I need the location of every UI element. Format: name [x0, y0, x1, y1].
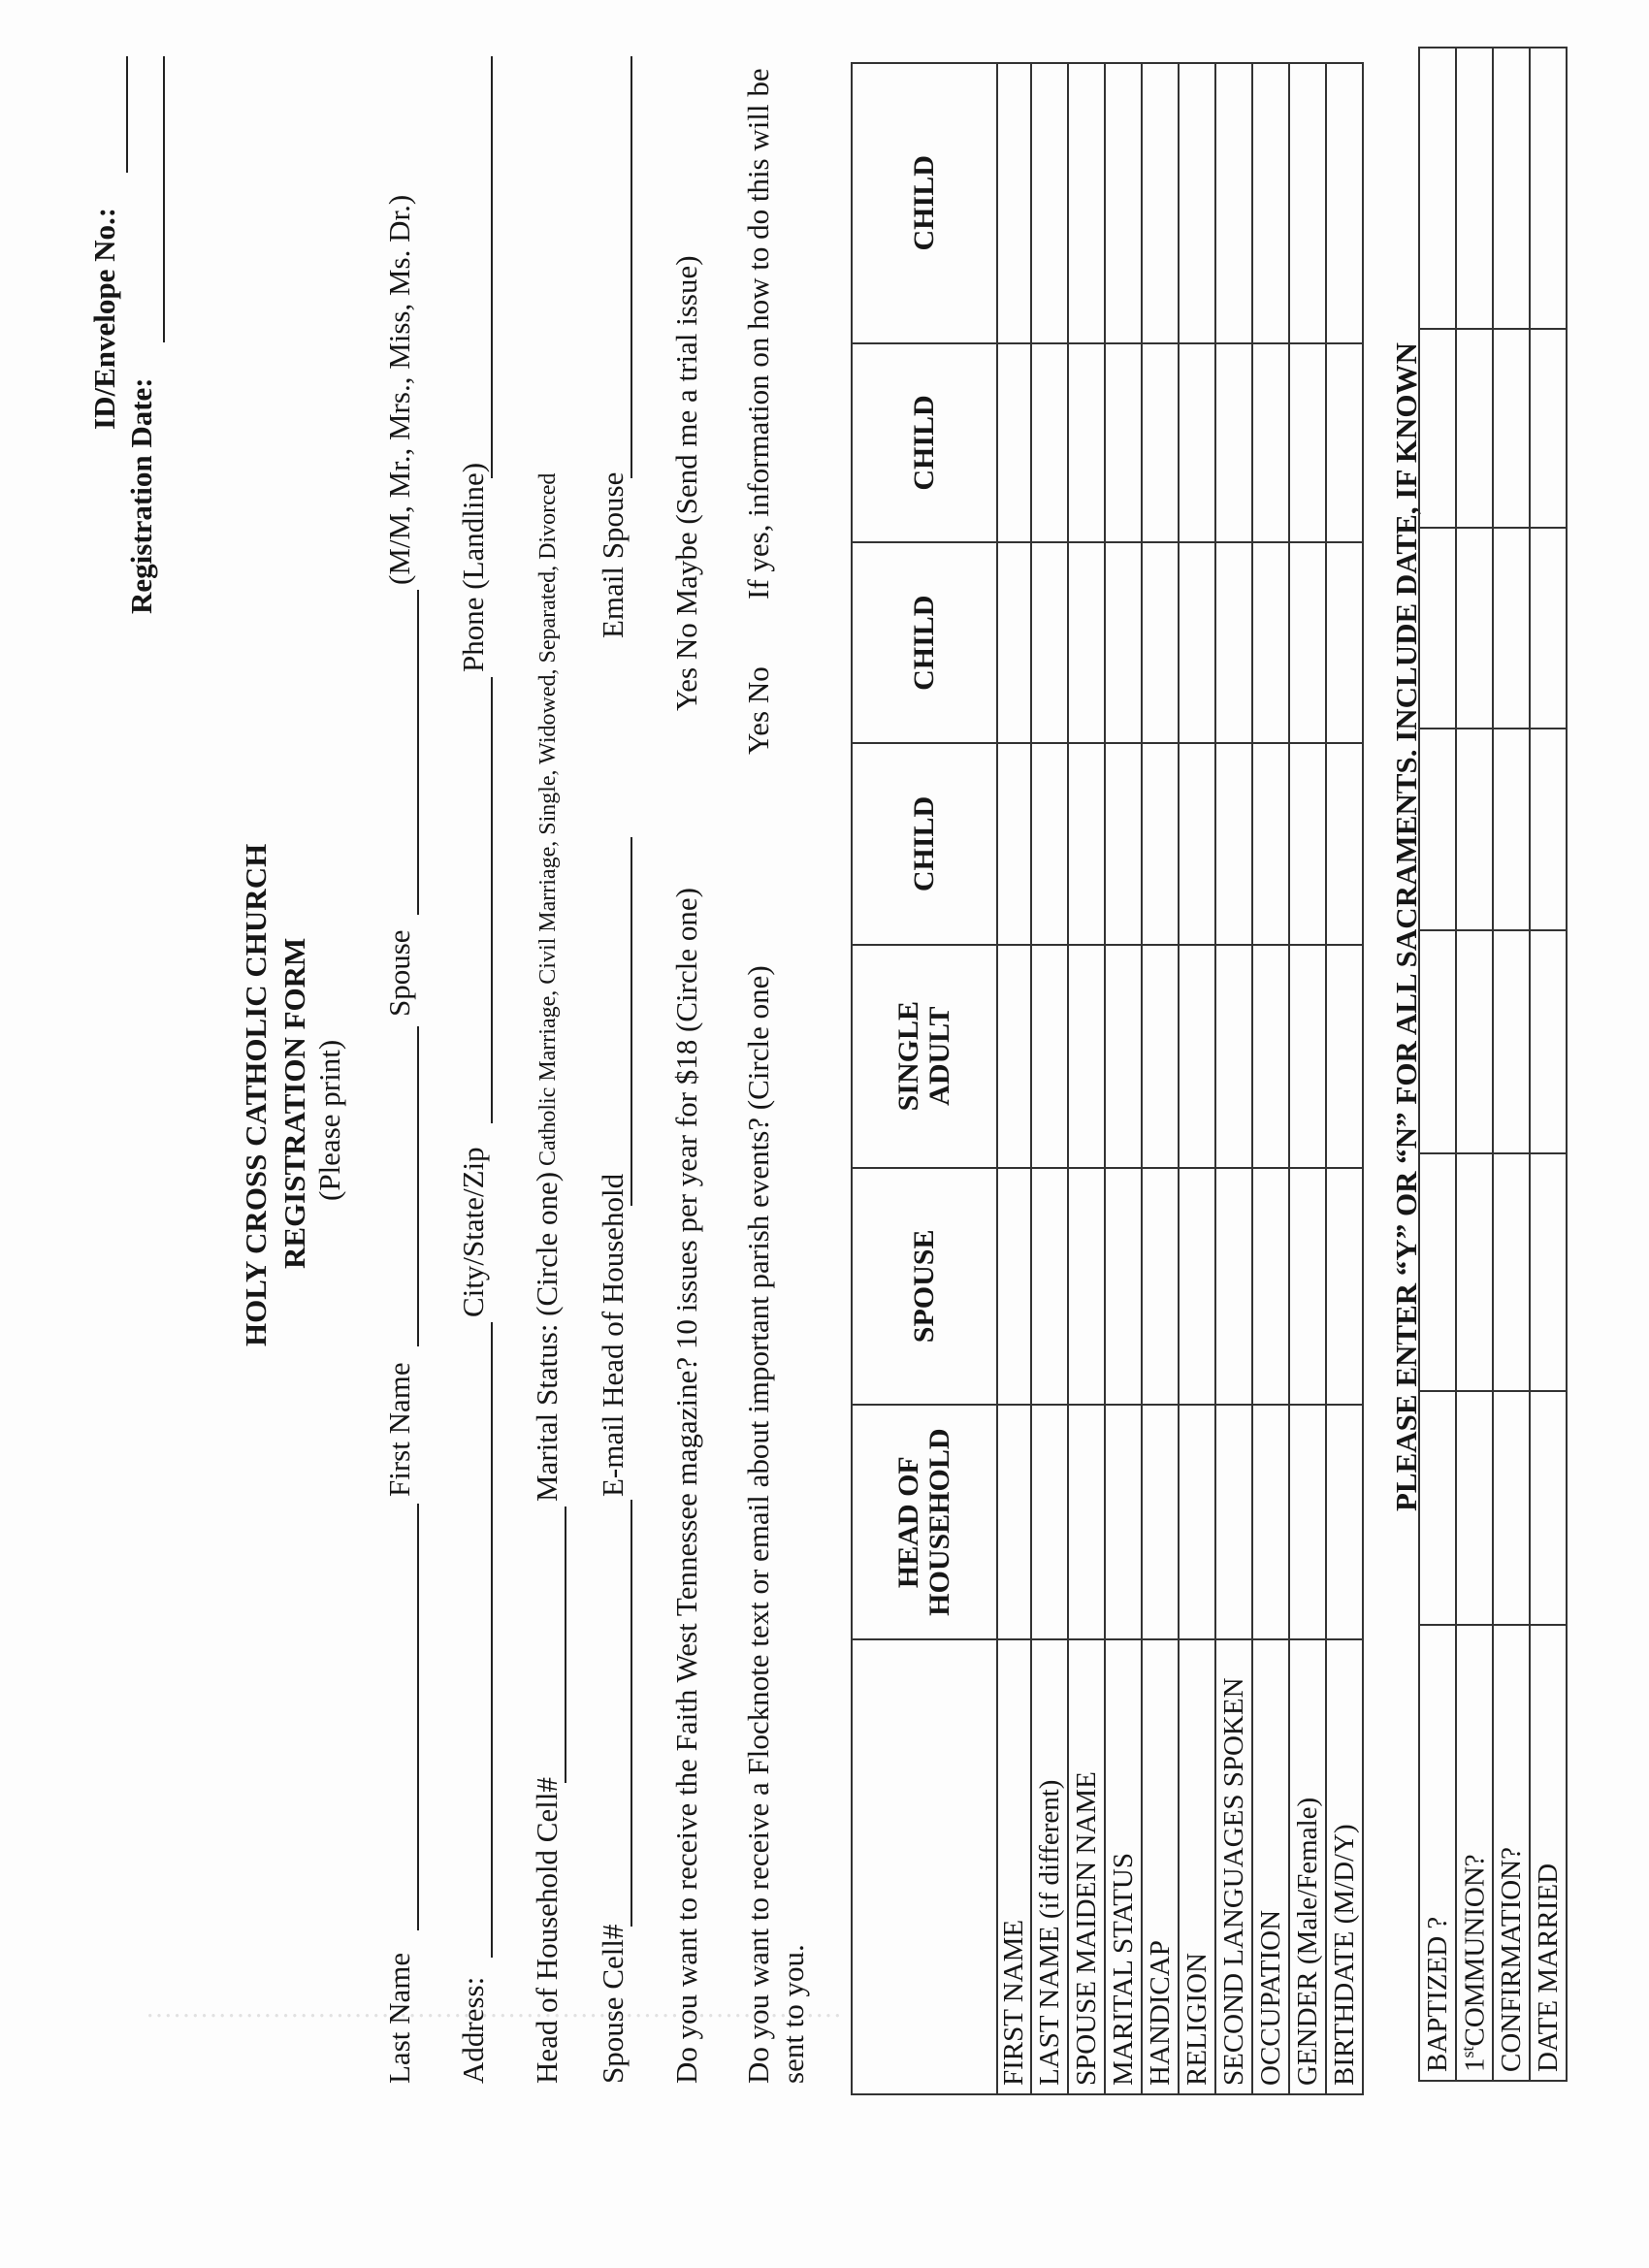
table-cell[interactable] — [1456, 1153, 1493, 1391]
table-cell[interactable] — [1289, 63, 1326, 343]
email-spouse-label: Email Spouse — [596, 471, 630, 638]
table-row — [1419, 48, 1456, 2081]
marital-status-label: Marital Status: (Circle one) — [530, 1171, 564, 1502]
table-cell[interactable] — [1142, 1168, 1179, 1406]
city-state-zip-field[interactable] — [491, 677, 493, 1123]
table-cell[interactable] — [1326, 1405, 1363, 1639]
row-label-occupation: OCCUPATION — [1252, 1639, 1289, 2094]
table-cell[interactable] — [1530, 930, 1567, 1153]
table-cell[interactable] — [1252, 542, 1289, 743]
table-cell[interactable] — [1031, 63, 1068, 343]
id-envelope-field[interactable] — [126, 56, 128, 173]
table-cell[interactable] — [1068, 945, 1105, 1168]
table-cell[interactable] — [1031, 743, 1068, 945]
table-cell[interactable] — [1142, 542, 1179, 743]
table-cell[interactable] — [1252, 343, 1289, 543]
table-cell[interactable] — [1456, 529, 1493, 729]
head-cell-field[interactable] — [565, 1507, 566, 1783]
table-cell[interactable] — [1179, 63, 1215, 343]
table-cell[interactable] — [1068, 63, 1105, 343]
row-label-first-name: FIRST NAME — [997, 1639, 1031, 2094]
table-cell[interactable] — [1493, 529, 1530, 729]
table-row — [1530, 48, 1567, 2081]
magazine-options[interactable]: Yes No Maybe (Send me a trial issue) — [669, 255, 703, 711]
table-cell[interactable] — [1179, 743, 1215, 945]
spouse-cell-label: Spouse Cell# — [596, 1924, 630, 2084]
row-label-confirmation: CONFIRMATION? — [1493, 1625, 1530, 2081]
registration-date-label: Registration Date: — [124, 377, 158, 614]
table-cell[interactable] — [1031, 343, 1068, 543]
row-label-second-languages: SECOND LANGUAGES SPOKEN — [1215, 1639, 1252, 2094]
table-cell[interactable] — [1068, 343, 1105, 543]
flocknote-note-continued: sent to you. — [776, 1944, 810, 2084]
table-cell[interactable] — [1105, 743, 1142, 945]
address-label: Address: — [456, 1976, 490, 2084]
table-cell[interactable] — [1105, 945, 1142, 1168]
table-cell[interactable] — [1215, 945, 1252, 1168]
row-label-birthdate: BIRTHDATE (M/D/Y) — [1326, 1639, 1363, 2094]
table-cell[interactable] — [1530, 1391, 1567, 1626]
table-cell[interactable] — [1419, 1153, 1456, 1391]
column-header-child-1: CHILD — [852, 743, 997, 945]
please-print-note: (Please print) — [312, 1039, 346, 1201]
first-name-label: First Name — [382, 1362, 416, 1497]
table-cell[interactable] — [1326, 343, 1363, 543]
table-cell[interactable] — [997, 1405, 1031, 1639]
email-head-field[interactable] — [630, 837, 632, 1206]
table-corner-cell — [852, 1639, 997, 2094]
table-cell[interactable] — [1068, 1405, 1105, 1639]
table-cell[interactable] — [1326, 945, 1363, 1168]
table-cell[interactable] — [1252, 63, 1289, 343]
table-cell[interactable] — [1419, 729, 1456, 930]
phone-landline-field[interactable] — [491, 56, 493, 478]
registration-date-field[interactable] — [163, 56, 165, 342]
table-row — [1289, 63, 1326, 2094]
table-cell[interactable] — [1215, 743, 1252, 945]
table-cell[interactable] — [1456, 1391, 1493, 1626]
table-cell[interactable] — [997, 542, 1031, 743]
table-cell[interactable] — [1105, 63, 1142, 343]
household-table — [851, 62, 1364, 2095]
form-title: REGISTRATION FORM — [277, 937, 311, 1269]
table-cell[interactable] — [1419, 329, 1456, 529]
table-cell[interactable] — [1456, 48, 1493, 329]
table-cell[interactable] — [1179, 945, 1215, 1168]
table-cell[interactable] — [1530, 729, 1567, 930]
email-head-label: E-mail Head of Household — [596, 1173, 630, 1497]
flocknote-options[interactable]: Yes No — [741, 666, 775, 755]
table-cell[interactable] — [1289, 945, 1326, 1168]
table-cell[interactable] — [1456, 329, 1493, 529]
table-cell[interactable] — [1215, 1168, 1252, 1406]
table-cell[interactable] — [1530, 329, 1567, 529]
table-cell[interactable] — [1252, 945, 1289, 1168]
column-header-child-3: CHILD — [852, 343, 997, 543]
flocknote-note: If yes, information on how to do this will be — [741, 68, 775, 599]
table-cell[interactable] — [1326, 743, 1363, 945]
first-name-field[interactable] — [417, 1026, 419, 1346]
table-cell[interactable] — [1456, 930, 1493, 1153]
table-cell[interactable] — [1105, 343, 1142, 543]
table-cell[interactable] — [1031, 1405, 1068, 1639]
table-row — [1456, 48, 1493, 2081]
table-cell[interactable] — [997, 945, 1031, 1168]
spouse-name-field[interactable] — [417, 590, 419, 915]
table-cell[interactable] — [997, 743, 1031, 945]
table-cell[interactable] — [1215, 542, 1252, 743]
bleed-through-text: ············································································· — [146, 1999, 842, 2029]
table-cell[interactable] — [1068, 1168, 1105, 1406]
table-row — [1215, 63, 1252, 2094]
table-cell[interactable] — [1493, 729, 1530, 930]
table-row — [1031, 63, 1068, 2094]
table-cell[interactable] — [1142, 1405, 1179, 1639]
row-label-baptized: BAPTIZED ? — [1419, 1625, 1456, 2081]
table-cell[interactable] — [1105, 1405, 1142, 1639]
table-cell[interactable] — [1289, 1405, 1326, 1639]
table-cell[interactable] — [997, 1168, 1031, 1406]
table-cell[interactable] — [1031, 542, 1068, 743]
table-row — [997, 63, 1031, 2094]
table-cell[interactable] — [1215, 63, 1252, 343]
row-label-last-name: LAST NAME (if different) — [1031, 1639, 1068, 2094]
sacraments-table — [1418, 47, 1568, 2082]
flocknote-question: Do you want to receive a Flocknote text or email about important parish events? (Circle one) — [741, 965, 775, 2084]
table-row — [1068, 63, 1105, 2094]
table-cell[interactable] — [1215, 343, 1252, 543]
last-name-field[interactable] — [417, 1504, 419, 1930]
column-header-spouse: SPOUSE — [852, 1168, 997, 1406]
table-row — [1252, 63, 1289, 2094]
table-cell[interactable] — [1252, 1405, 1289, 1639]
table-cell[interactable] — [1419, 529, 1456, 729]
table-cell[interactable] — [1326, 63, 1363, 343]
table-cell[interactable] — [1289, 743, 1326, 945]
table-row — [1326, 63, 1363, 2094]
table-row — [1493, 48, 1530, 2081]
row-label-religion: RELIGION — [1179, 1639, 1215, 2094]
table-cell[interactable] — [997, 343, 1031, 543]
table-cell[interactable] — [1456, 729, 1493, 930]
table-cell[interactable] — [1289, 343, 1326, 543]
phone-landline-label: Phone (Landline) — [456, 462, 490, 672]
table-cell[interactable] — [1142, 945, 1179, 1168]
table-cell[interactable] — [1031, 1168, 1068, 1406]
table-cell[interactable] — [1179, 542, 1215, 743]
magazine-question: Do you want to receive the Faith West Tennessee magazine? 10 issues per year for $18 (Circle one) — [669, 888, 703, 2084]
row-label-spouse-maiden-name: SPOUSE MAIDEN NAME — [1068, 1639, 1105, 2094]
salutations-label: (M/M, Mr., Mrs., Miss, Ms. Dr.) — [382, 194, 416, 585]
church-title: HOLY CROSS CATHOLIC CHURCH — [239, 843, 273, 1346]
column-header-single-adult: SINGLE ADULT — [852, 945, 997, 1168]
last-name-label: Last Name — [382, 1952, 416, 2084]
table-cell[interactable] — [1530, 48, 1567, 329]
table-cell[interactable] — [1142, 343, 1179, 543]
table-cell[interactable] — [1419, 930, 1456, 1153]
id-envelope-label: ID/Envelope No.: — [87, 207, 121, 430]
table-cell[interactable] — [1252, 1168, 1289, 1406]
table-cell[interactable] — [1215, 1405, 1252, 1639]
table-cell[interactable] — [1493, 930, 1530, 1153]
spouse-label: Spouse — [382, 929, 416, 1017]
table-cell[interactable] — [1105, 542, 1142, 743]
row-label-handicap: HANDICAP — [1142, 1639, 1179, 2094]
column-header-child-2: CHILD — [852, 542, 997, 743]
table-cell[interactable] — [1419, 48, 1456, 329]
table-cell[interactable] — [1142, 63, 1179, 343]
table-cell[interactable] — [1530, 1153, 1567, 1391]
head-cell-label: Head of Household Cell# — [530, 1777, 564, 2084]
table-cell[interactable] — [1068, 743, 1105, 945]
table-cell[interactable] — [1289, 542, 1326, 743]
city-state-zip-label: City/State/Zip — [456, 1147, 490, 1317]
table-cell[interactable] — [1179, 1168, 1215, 1406]
sacraments-instruction: PLEASE ENTER “Y” OR “N” FOR ALL SACRAMENTS. INCLUDE DATE, IF KNOWN — [1389, 342, 1423, 1511]
table-cell[interactable] — [997, 63, 1031, 343]
table-cell[interactable] — [1031, 945, 1068, 1168]
table-cell[interactable] — [1493, 1153, 1530, 1391]
table-cell[interactable] — [1493, 48, 1530, 329]
table-cell[interactable] — [1326, 542, 1363, 743]
spouse-cell-field[interactable] — [630, 1500, 632, 1927]
table-cell[interactable] — [1419, 1391, 1456, 1626]
row-label-marital-status: MARITAL STATUS — [1105, 1639, 1142, 2094]
table-cell[interactable] — [1289, 1168, 1326, 1406]
row-label-first-communion: 1stCOMMUNION? — [1456, 1625, 1493, 2081]
table-cell[interactable] — [1493, 1391, 1530, 1626]
table-cell[interactable] — [1142, 743, 1179, 945]
row-label-date-married: DATE MARRIED — [1530, 1625, 1567, 2081]
table-row — [1179, 63, 1215, 2094]
table-cell[interactable] — [1252, 743, 1289, 945]
table-row — [1105, 63, 1142, 2094]
table-cell[interactable] — [1179, 343, 1215, 543]
table-cell[interactable] — [1105, 1168, 1142, 1406]
email-spouse-field[interactable] — [630, 56, 632, 478]
marital-status-options[interactable]: Catholic Marriage, Civil Marriage, Single, Widowed, Separated, Divorced — [535, 472, 561, 1166]
table-cell[interactable] — [1326, 1168, 1363, 1406]
table-cell[interactable] — [1493, 329, 1530, 529]
table-row — [1142, 63, 1179, 2094]
table-cell[interactable] — [1179, 1405, 1215, 1639]
row-label-gender: GENDER (Male/Female) — [1289, 1639, 1326, 2094]
table-cell[interactable] — [1530, 529, 1567, 729]
address-field[interactable] — [491, 1322, 493, 1958]
table-cell[interactable] — [1068, 542, 1105, 743]
column-header-head-of-household: HEAD OF HOUSEHOLD — [852, 1405, 997, 1639]
column-header-child-4: CHILD — [852, 63, 997, 343]
